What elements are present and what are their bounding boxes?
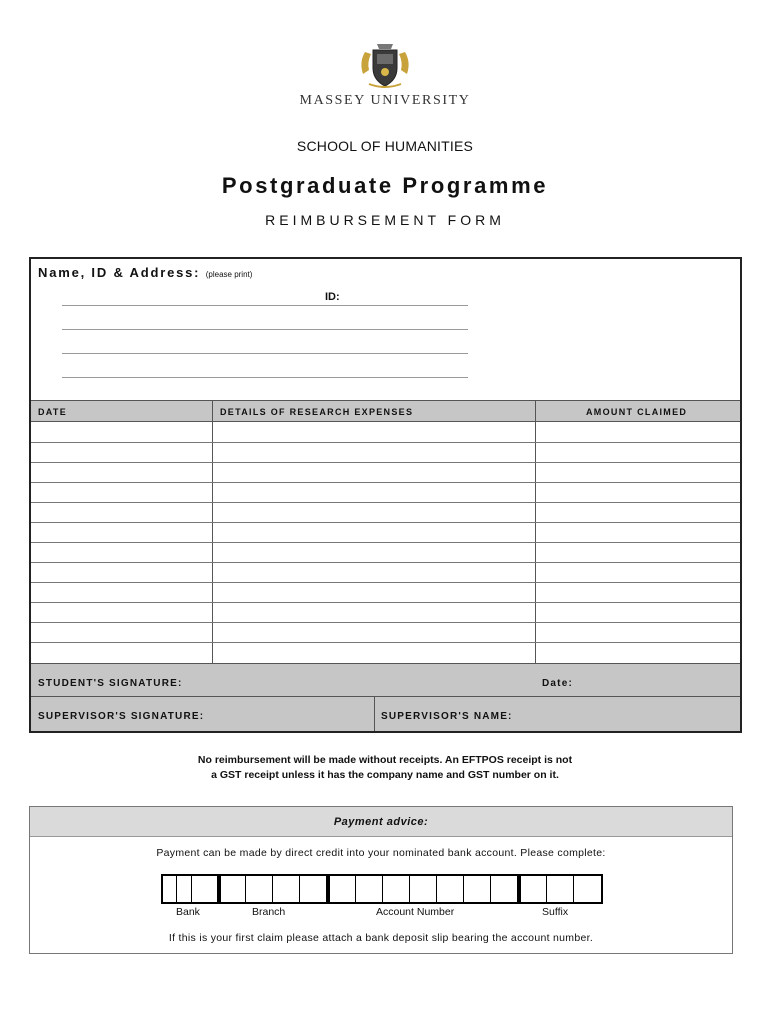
table-row[interactable] [31, 522, 740, 523]
digit-divider [355, 876, 356, 902]
payment-advice-header [30, 807, 732, 837]
first-claim-note: If this is your first claim please attach a bank deposit slip bearing the account number. [168, 932, 594, 944]
column-divider-1 [212, 400, 213, 664]
payment-instruction: Payment can be made by direct credit into your nominated bank account. Please complete: [156, 847, 606, 859]
digit-divider [245, 876, 246, 902]
signature-divider [31, 696, 740, 697]
expenses-table-header [31, 400, 740, 422]
digit-divider [436, 876, 437, 902]
group-divider [517, 876, 521, 902]
digit-divider [191, 876, 192, 902]
bank-account-number-boxes[interactable] [161, 874, 603, 904]
supervisor-signature-field[interactable]: SUPERVISOR'S SIGNATURE: [38, 711, 205, 722]
digit-divider [463, 876, 464, 902]
signature-vertical-divider [374, 696, 375, 731]
table-row[interactable] [31, 562, 740, 563]
digit-divider [409, 876, 410, 902]
table-row[interactable] [31, 642, 740, 643]
form-subtitle: REIMBURSEMENT FORM [265, 212, 505, 228]
group-divider [326, 876, 330, 902]
group-divider [217, 876, 221, 902]
branch-label: Branch [252, 906, 286, 918]
suffix-label: Suffix [542, 906, 569, 918]
table-row[interactable] [31, 602, 740, 603]
please-print-hint: (please print) [205, 270, 253, 279]
table-row[interactable] [31, 442, 740, 443]
student-signature-field[interactable]: STUDENT'S SIGNATURE: [38, 678, 183, 689]
column-header-date: DATE [38, 407, 68, 417]
supervisor-name-field[interactable]: SUPERVISOR'S NAME: [381, 711, 513, 722]
bank-label: Bank [176, 906, 200, 918]
reimbursement-form-box [29, 257, 742, 733]
column-divider-2 [535, 400, 536, 664]
table-row[interactable] [31, 582, 740, 583]
table-row[interactable] [31, 482, 740, 483]
column-header-amount: AMOUNT CLAIMED [586, 407, 688, 417]
account-number-label: Account Number [376, 906, 455, 918]
table-row[interactable] [31, 502, 740, 503]
digit-divider [272, 876, 273, 902]
digit-divider [382, 876, 383, 902]
form-title: Postgraduate Programme [221, 173, 549, 198]
digit-divider [573, 876, 574, 902]
address-line-2[interactable] [62, 329, 468, 330]
digit-divider [299, 876, 300, 902]
table-row[interactable] [31, 462, 740, 463]
payment-advice-heading: Payment advice: [333, 816, 429, 828]
address-line-3[interactable] [62, 353, 468, 354]
receipt-notice-line-1: No reimbursement will be made without receipts. An EFTPOS receipt is not [197, 754, 573, 766]
table-row[interactable] [31, 542, 740, 543]
table-row[interactable] [31, 622, 740, 623]
column-header-details: DETAILS OF RESEARCH EXPENSES [220, 407, 414, 417]
digit-divider [546, 876, 547, 902]
payment-advice-box [29, 806, 733, 954]
university-crest-logo [355, 40, 415, 90]
name-id-address-text: Name, ID & Address: [38, 265, 201, 280]
date-field[interactable]: Date: [542, 678, 574, 689]
id-label: ID: [325, 291, 340, 303]
university-name: MASSEY UNIVERSITY [299, 93, 471, 108]
school-name: SCHOOL OF HUMANITIES [296, 138, 474, 154]
name-id-address-label [38, 265, 252, 280]
digit-divider [176, 876, 177, 902]
address-line-1[interactable] [62, 305, 468, 306]
digit-divider [490, 876, 491, 902]
receipt-notice-line-2: a GST receipt unless it has the company name and GST number on it. [211, 769, 559, 781]
address-line-4[interactable] [62, 377, 468, 378]
